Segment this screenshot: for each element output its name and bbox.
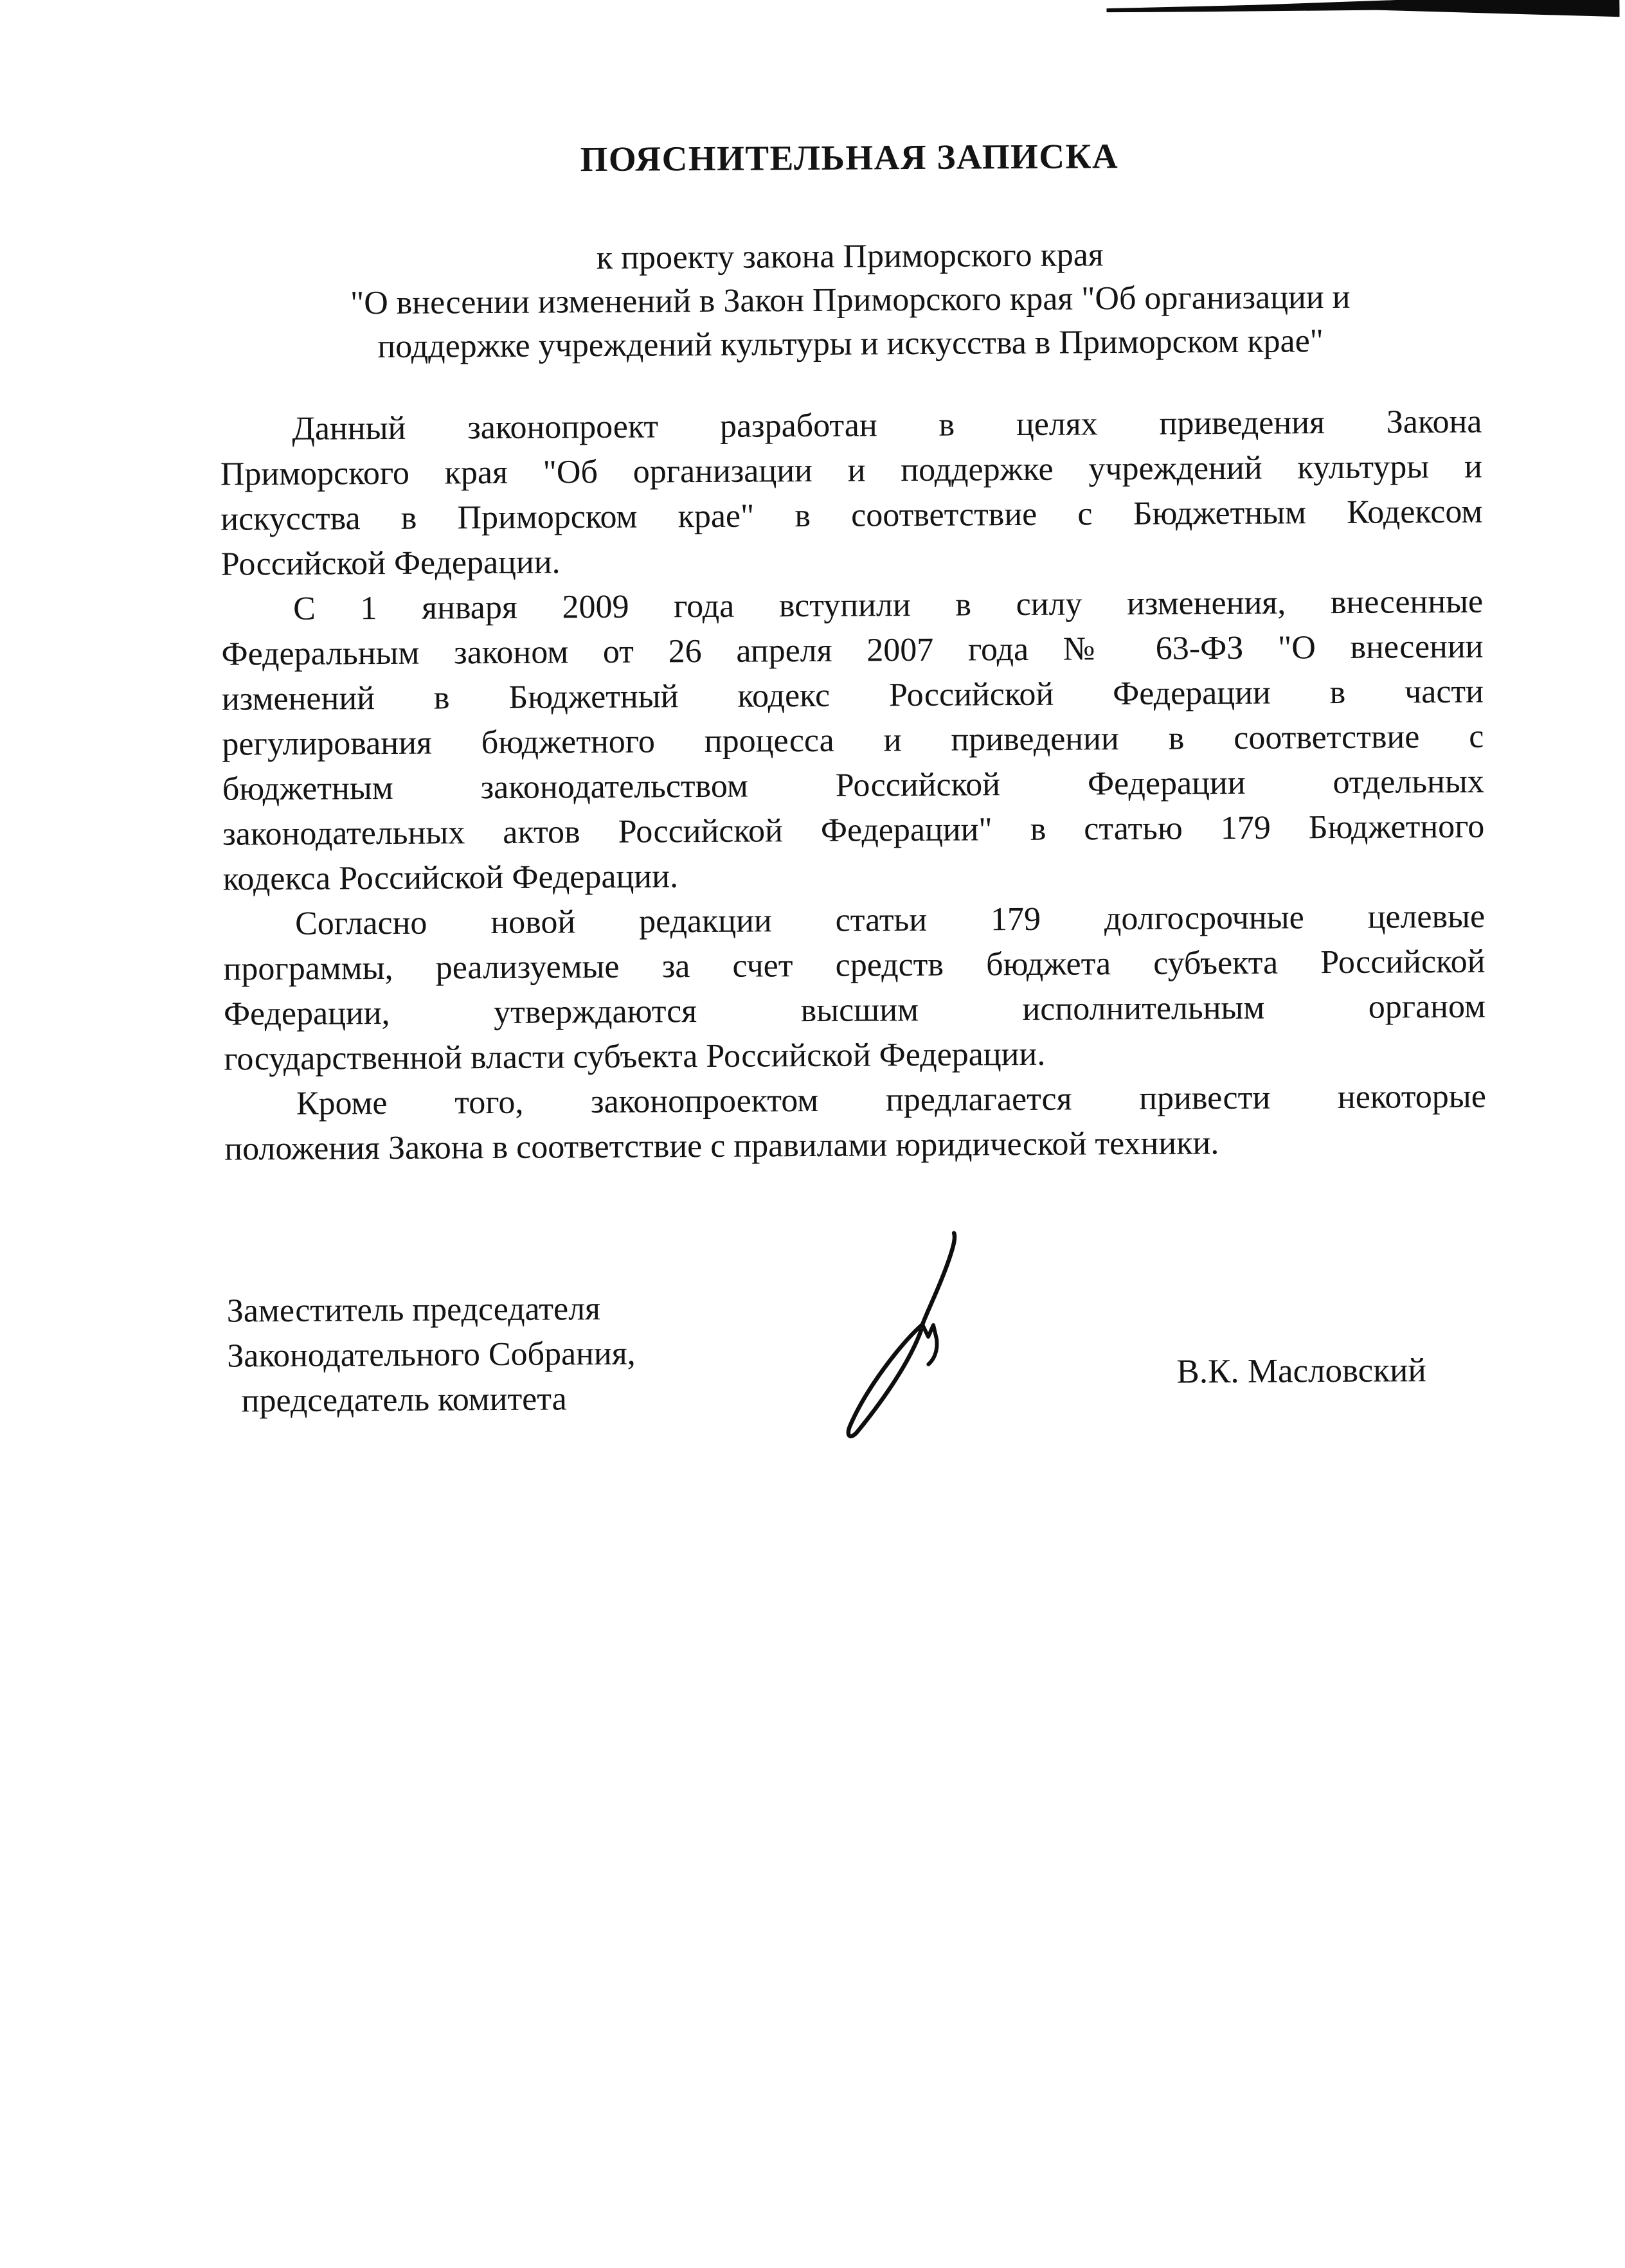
subtitle-line: к проекту закона Приморского края: [596, 237, 1104, 277]
signatory-position-block: [227, 1285, 806, 1424]
paragraph-line: Приморского края "Об организации и поддержке учреждений культуры и: [220, 448, 1483, 493]
paragraph-line: кодекса Российской Федерации.: [222, 858, 679, 898]
paragraph-line: Данный законопроект разработан в целях приведения Закона: [292, 403, 1482, 447]
paragraph-line: Согласно новой редакции статьи 179 долгосрочные целевые: [294, 898, 1486, 942]
paragraph-line: регулирования бюджетного процесса и приведении в соответствие с: [222, 718, 1484, 763]
paragraph-line: изменений в Бюджетный кодекс Российской Федерации в части: [221, 673, 1484, 718]
paragraph-line: Кроме того, законопроектом предлагается привести некоторые: [296, 1078, 1486, 1122]
paragraph: [224, 1075, 1487, 1172]
handwritten-signature: [831, 1228, 971, 1444]
paragraph: [221, 580, 1485, 902]
paragraph: [220, 400, 1483, 587]
document-subtitle: [193, 231, 1507, 370]
scan-artifact-streak: [1106, 0, 1619, 25]
subtitle-line: поддержке учреждений культуры и искусства в Приморском крае": [377, 323, 1324, 366]
paragraph-line: С 1 января 2009 года вступили в силу изменения, внесенные: [292, 583, 1484, 627]
subtitle-line: "О внесении изменений в Закон Приморского края "Об организации и: [350, 278, 1351, 322]
paragraph-line: Федеральным законом от 26 апреля 2007 года № 63-ФЗ "О внесении: [221, 628, 1484, 673]
paragraph-line: Российской Федерации.: [220, 544, 561, 583]
sig-line: Заместитель председателя: [226, 1290, 601, 1330]
signatory-name: В.К. Масловский: [1176, 1352, 1426, 1391]
paragraph-line: Федерации, утверждаются высшим исполнительным органом: [223, 988, 1486, 1033]
paragraph-line: программы, реализуемые за счет средств бюджета субъекта Российской: [223, 943, 1486, 988]
sig-line: председатель комитета: [241, 1380, 567, 1420]
paragraph-line: бюджетным законодательством Российской Федерации отдельных: [222, 763, 1484, 808]
paragraph-line: положения Закона в соответствие с правилами юридической техники.: [224, 1125, 1219, 1168]
paragraph-line: законодательных актов Российской Федерации" в статью 179 Бюджетного: [222, 808, 1485, 853]
document-body: [220, 400, 1486, 1172]
paragraph: [223, 895, 1486, 1082]
paragraph-line: государственной власти субъекта Российской Федерации.: [224, 1035, 1046, 1078]
page-title: ПОЯСНИТЕЛЬНАЯ ЗАПИСКА: [580, 136, 1119, 179]
sig-line: Законодательного Собрания,: [227, 1335, 636, 1375]
paragraph-line: искусства в Приморском крае" в соответствие с Бюджетным Кодексом: [220, 493, 1483, 538]
